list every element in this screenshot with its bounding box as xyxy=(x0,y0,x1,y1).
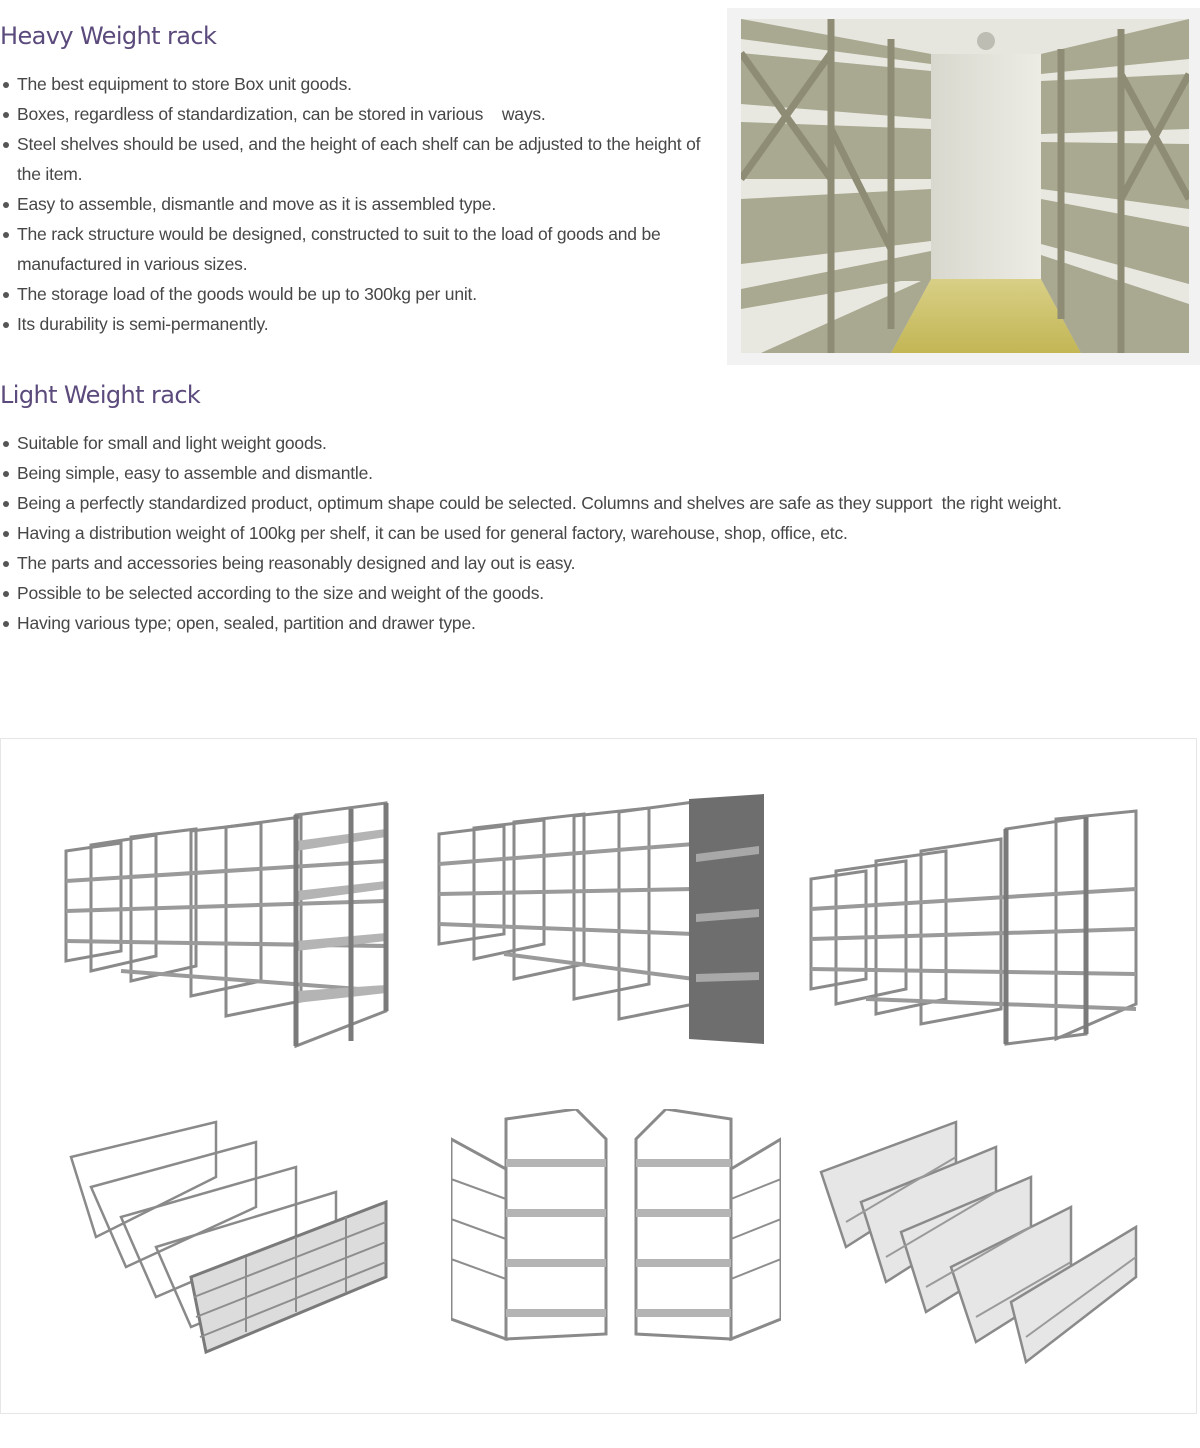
rack-rendering-3 xyxy=(806,809,1141,1049)
light-weight-rack-title: Light Weight rack xyxy=(0,381,201,409)
heavy-weight-rack-title: Heavy Weight rack xyxy=(0,22,217,50)
bullet-dot-icon xyxy=(3,501,9,507)
rack-rendering-2 xyxy=(434,794,769,1049)
list-item: Its durability is semi-permanently. xyxy=(0,309,710,339)
list-item: Being a perfectly standardized product, optimum shape could be selected. Columns and shelves are safe as they support the right weight. xyxy=(0,488,1195,518)
bullet-dot-icon xyxy=(3,202,9,208)
list-item: The best equipment to store Box unit goods. xyxy=(0,69,710,99)
bullet-dot-icon xyxy=(3,292,9,298)
bullet-dot-icon xyxy=(3,471,9,477)
rack-rendering-4 xyxy=(66,1117,391,1357)
list-item: Being simple, easy to assemble and dismantle. xyxy=(0,458,1195,488)
rack-rendering-gallery xyxy=(0,738,1197,1414)
rack-rendering-6 xyxy=(816,1117,1141,1367)
list-item: Boxes, regardless of standardization, can be stored in various ways. xyxy=(0,99,710,129)
bullet-dot-icon xyxy=(3,531,9,537)
bullet-dot-icon xyxy=(3,591,9,597)
list-item: Easy to assemble, dismantle and move as it is assembled type. xyxy=(0,189,710,219)
heavy-rack-photo-frame xyxy=(727,8,1200,365)
list-item: The storage load of the goods would be up to 300kg per unit. xyxy=(0,279,710,309)
bullet-dot-icon xyxy=(3,322,9,328)
list-item: Having a distribution weight of 100kg per shelf, it can be used for general factory, warehouse, shop, office, etc. xyxy=(0,518,1195,548)
list-item: Suitable for small and light weight goods. xyxy=(0,428,1195,458)
bullet-dot-icon xyxy=(3,441,9,447)
bullet-dot-icon xyxy=(3,112,9,118)
list-item: Possible to be selected according to the size and weight of the goods. xyxy=(0,578,1195,608)
heavy-rack-room-photo xyxy=(741,19,1189,353)
bullet-dot-icon xyxy=(3,232,9,238)
bullet-dot-icon xyxy=(3,621,9,627)
list-item: Steel shelves should be used, and the height of each shelf can be adjusted to the height of the item. xyxy=(0,129,710,189)
list-item: The rack structure would be designed, constructed to suit to the load of goods and be manufactured in various sizes. xyxy=(0,219,710,279)
rack-rendering-1 xyxy=(61,801,396,1051)
bullet-dot-icon xyxy=(3,82,9,88)
light-weight-rack-feature-list xyxy=(0,428,1195,638)
rack-rendering-5 xyxy=(451,1109,781,1344)
bullet-dot-icon xyxy=(3,142,9,148)
bullet-dot-icon xyxy=(3,561,9,567)
list-item: Having various type; open, sealed, partition and drawer type. xyxy=(0,608,1195,638)
heavy-weight-rack-feature-list xyxy=(0,69,710,339)
list-item: The parts and accessories being reasonably designed and lay out is easy. xyxy=(0,548,1195,578)
